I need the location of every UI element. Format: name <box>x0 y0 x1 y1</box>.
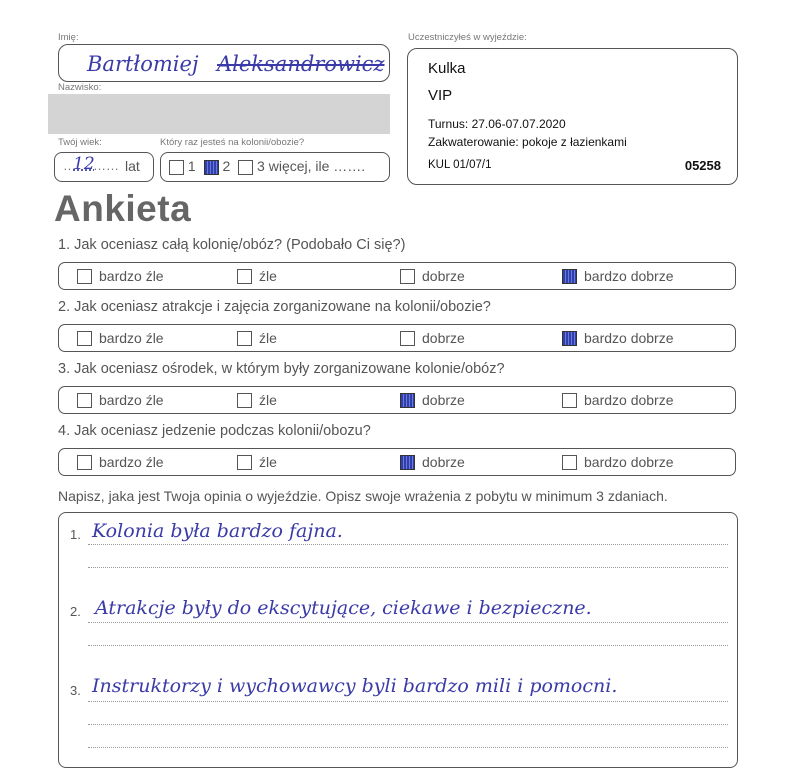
q4-checkbox-very-good[interactable] <box>562 455 577 470</box>
age-field[interactable] <box>54 152 154 182</box>
participant-label: Uczestniczyłeś w wyjeździe: <box>408 32 527 43</box>
opinion-num-3: 3. <box>70 683 81 698</box>
q3-option-very-good[interactable] <box>562 392 674 409</box>
q1-option-very-bad[interactable] <box>77 268 164 285</box>
option-label: bardzo dobrze <box>584 268 674 284</box>
question-1: 1. Jak oceniasz całą kolonię/obóz? (Podobało Ci się?) <box>58 237 406 253</box>
q2-checkbox-bad[interactable] <box>237 331 252 346</box>
option-label: źle <box>259 392 277 408</box>
option-label: bardzo dobrze <box>584 330 674 346</box>
name-value: Bartłomiej <box>87 52 199 76</box>
q2-option-bad[interactable] <box>237 330 277 347</box>
q3-checkbox-very-good[interactable] <box>562 393 577 408</box>
q2-checkbox-good[interactable] <box>400 331 415 346</box>
q1-option-very-good[interactable] <box>562 268 674 285</box>
surname-label: Nazwisko: <box>58 82 102 93</box>
question-1-options <box>58 262 736 290</box>
participant-package: VIP <box>428 87 453 104</box>
visit-checkbox-2[interactable] <box>204 160 219 175</box>
question-3-options <box>58 386 736 414</box>
opinion-box[interactable] <box>58 512 738 768</box>
opinion-num-2: 2. <box>70 604 81 619</box>
option-label: dobrze <box>422 330 465 346</box>
participant-code: KUL 01/07/1 <box>428 159 492 171</box>
visit-checkbox-1[interactable] <box>169 160 184 175</box>
surname-redaction <box>48 94 390 134</box>
writing-line <box>88 701 728 702</box>
q1-checkbox-bad[interactable] <box>237 269 252 284</box>
option-label: bardzo źle <box>99 454 164 470</box>
question-2: 2. Jak oceniasz atrakcje i zajęcia zorganizowane na kolonii/obozie? <box>58 299 491 315</box>
q4-option-bad[interactable] <box>237 454 277 471</box>
q2-option-good[interactable] <box>400 330 465 347</box>
option-label: bardzo dobrze <box>584 454 674 470</box>
visit-option-2: 2 <box>222 158 231 174</box>
question-2-options <box>58 324 736 352</box>
age-label: Twój wiek: <box>58 137 102 148</box>
visit-label: Który raz jesteś na kolonii/obozie? <box>160 137 305 148</box>
writing-line <box>88 544 728 545</box>
visit-option-1: 1 <box>187 158 196 174</box>
writing-line <box>88 567 728 568</box>
q4-option-very-good[interactable] <box>562 454 674 471</box>
participant-accommodation: Zakwaterowanie: pokoje z łazienkami <box>428 135 627 149</box>
visit-field <box>160 152 390 182</box>
participant-number: 05258 <box>684 158 721 173</box>
option-label: bardzo źle <box>99 330 164 346</box>
participant-name: Kulka <box>428 60 466 77</box>
q1-option-good[interactable] <box>400 268 465 285</box>
q3-option-very-bad[interactable] <box>77 392 164 409</box>
opinion-answer-2: Atrakcje były do ekscytujące, ciekawe i bezpieczne. <box>95 597 592 619</box>
writing-line <box>88 645 728 646</box>
q1-checkbox-very-bad[interactable] <box>77 269 92 284</box>
name-struck: Aleksandrowicz <box>217 52 385 76</box>
question-3: 3. Jak oceniasz ośrodek, w którym były zorganizowane kolonie/obóz? <box>58 361 505 377</box>
q2-option-very-bad[interactable] <box>77 330 164 347</box>
q2-option-very-good[interactable] <box>562 330 674 347</box>
q2-checkbox-very-bad[interactable] <box>77 331 92 346</box>
option-label: dobrze <box>422 392 465 408</box>
name-label: Imię: <box>58 32 79 43</box>
option-label: bardzo źle <box>99 392 164 408</box>
age-unit: lat <box>125 158 140 174</box>
q1-checkbox-good[interactable] <box>400 269 415 284</box>
q3-checkbox-good[interactable] <box>400 393 415 408</box>
writing-line <box>88 724 728 725</box>
q3-option-good[interactable] <box>400 392 465 409</box>
q4-checkbox-very-bad[interactable] <box>77 455 92 470</box>
q4-option-good[interactable] <box>400 454 465 471</box>
opinion-answer-1: Kolonia była bardzo fajna. <box>92 520 343 542</box>
q4-checkbox-bad[interactable] <box>237 455 252 470</box>
q1-checkbox-very-good[interactable] <box>562 269 577 284</box>
question-4-options <box>58 448 736 476</box>
option-label: źle <box>259 330 277 346</box>
writing-line <box>88 747 728 748</box>
option-label: bardzo źle <box>99 268 164 284</box>
q2-checkbox-very-good[interactable] <box>562 331 577 346</box>
participant-turnus: Turnus: 27.06-07.07.2020 <box>428 117 566 131</box>
q3-option-bad[interactable] <box>237 392 277 409</box>
option-label: dobrze <box>422 454 465 470</box>
participant-card <box>407 48 738 185</box>
writing-line <box>88 622 728 623</box>
age-dots-before: … <box>63 158 76 173</box>
option-label: bardzo dobrze <box>584 392 674 408</box>
age-value: 12 <box>73 154 95 174</box>
age-dots-after: …… <box>93 158 119 173</box>
visit-checkbox-3[interactable] <box>238 160 253 175</box>
page-title: Ankieta <box>54 188 192 229</box>
opinion-num-1: 1. <box>70 527 81 542</box>
option-label: dobrze <box>422 268 465 284</box>
q1-option-bad[interactable] <box>237 268 277 285</box>
q4-checkbox-good[interactable] <box>400 455 415 470</box>
option-label: źle <box>259 268 277 284</box>
option-label: źle <box>259 454 277 470</box>
opinion-prompt: Napisz, jaka jest Twoja opinia o wyjeździe. Opisz swoje wrażenia z pobytu w minimum 3 zdaniach. <box>58 488 668 504</box>
q3-checkbox-bad[interactable] <box>237 393 252 408</box>
visit-option-3: 3 więcej, ile ……. <box>257 158 366 174</box>
name-field[interactable] <box>58 44 390 82</box>
q3-checkbox-very-bad[interactable] <box>77 393 92 408</box>
opinion-answer-3: Instruktorzy i wychowawcy byli bardzo mili i pomocni. <box>92 675 618 697</box>
question-4: 4. Jak oceniasz jedzenie podczas kolonii/obozu? <box>58 423 371 439</box>
q4-option-very-bad[interactable] <box>77 454 164 471</box>
